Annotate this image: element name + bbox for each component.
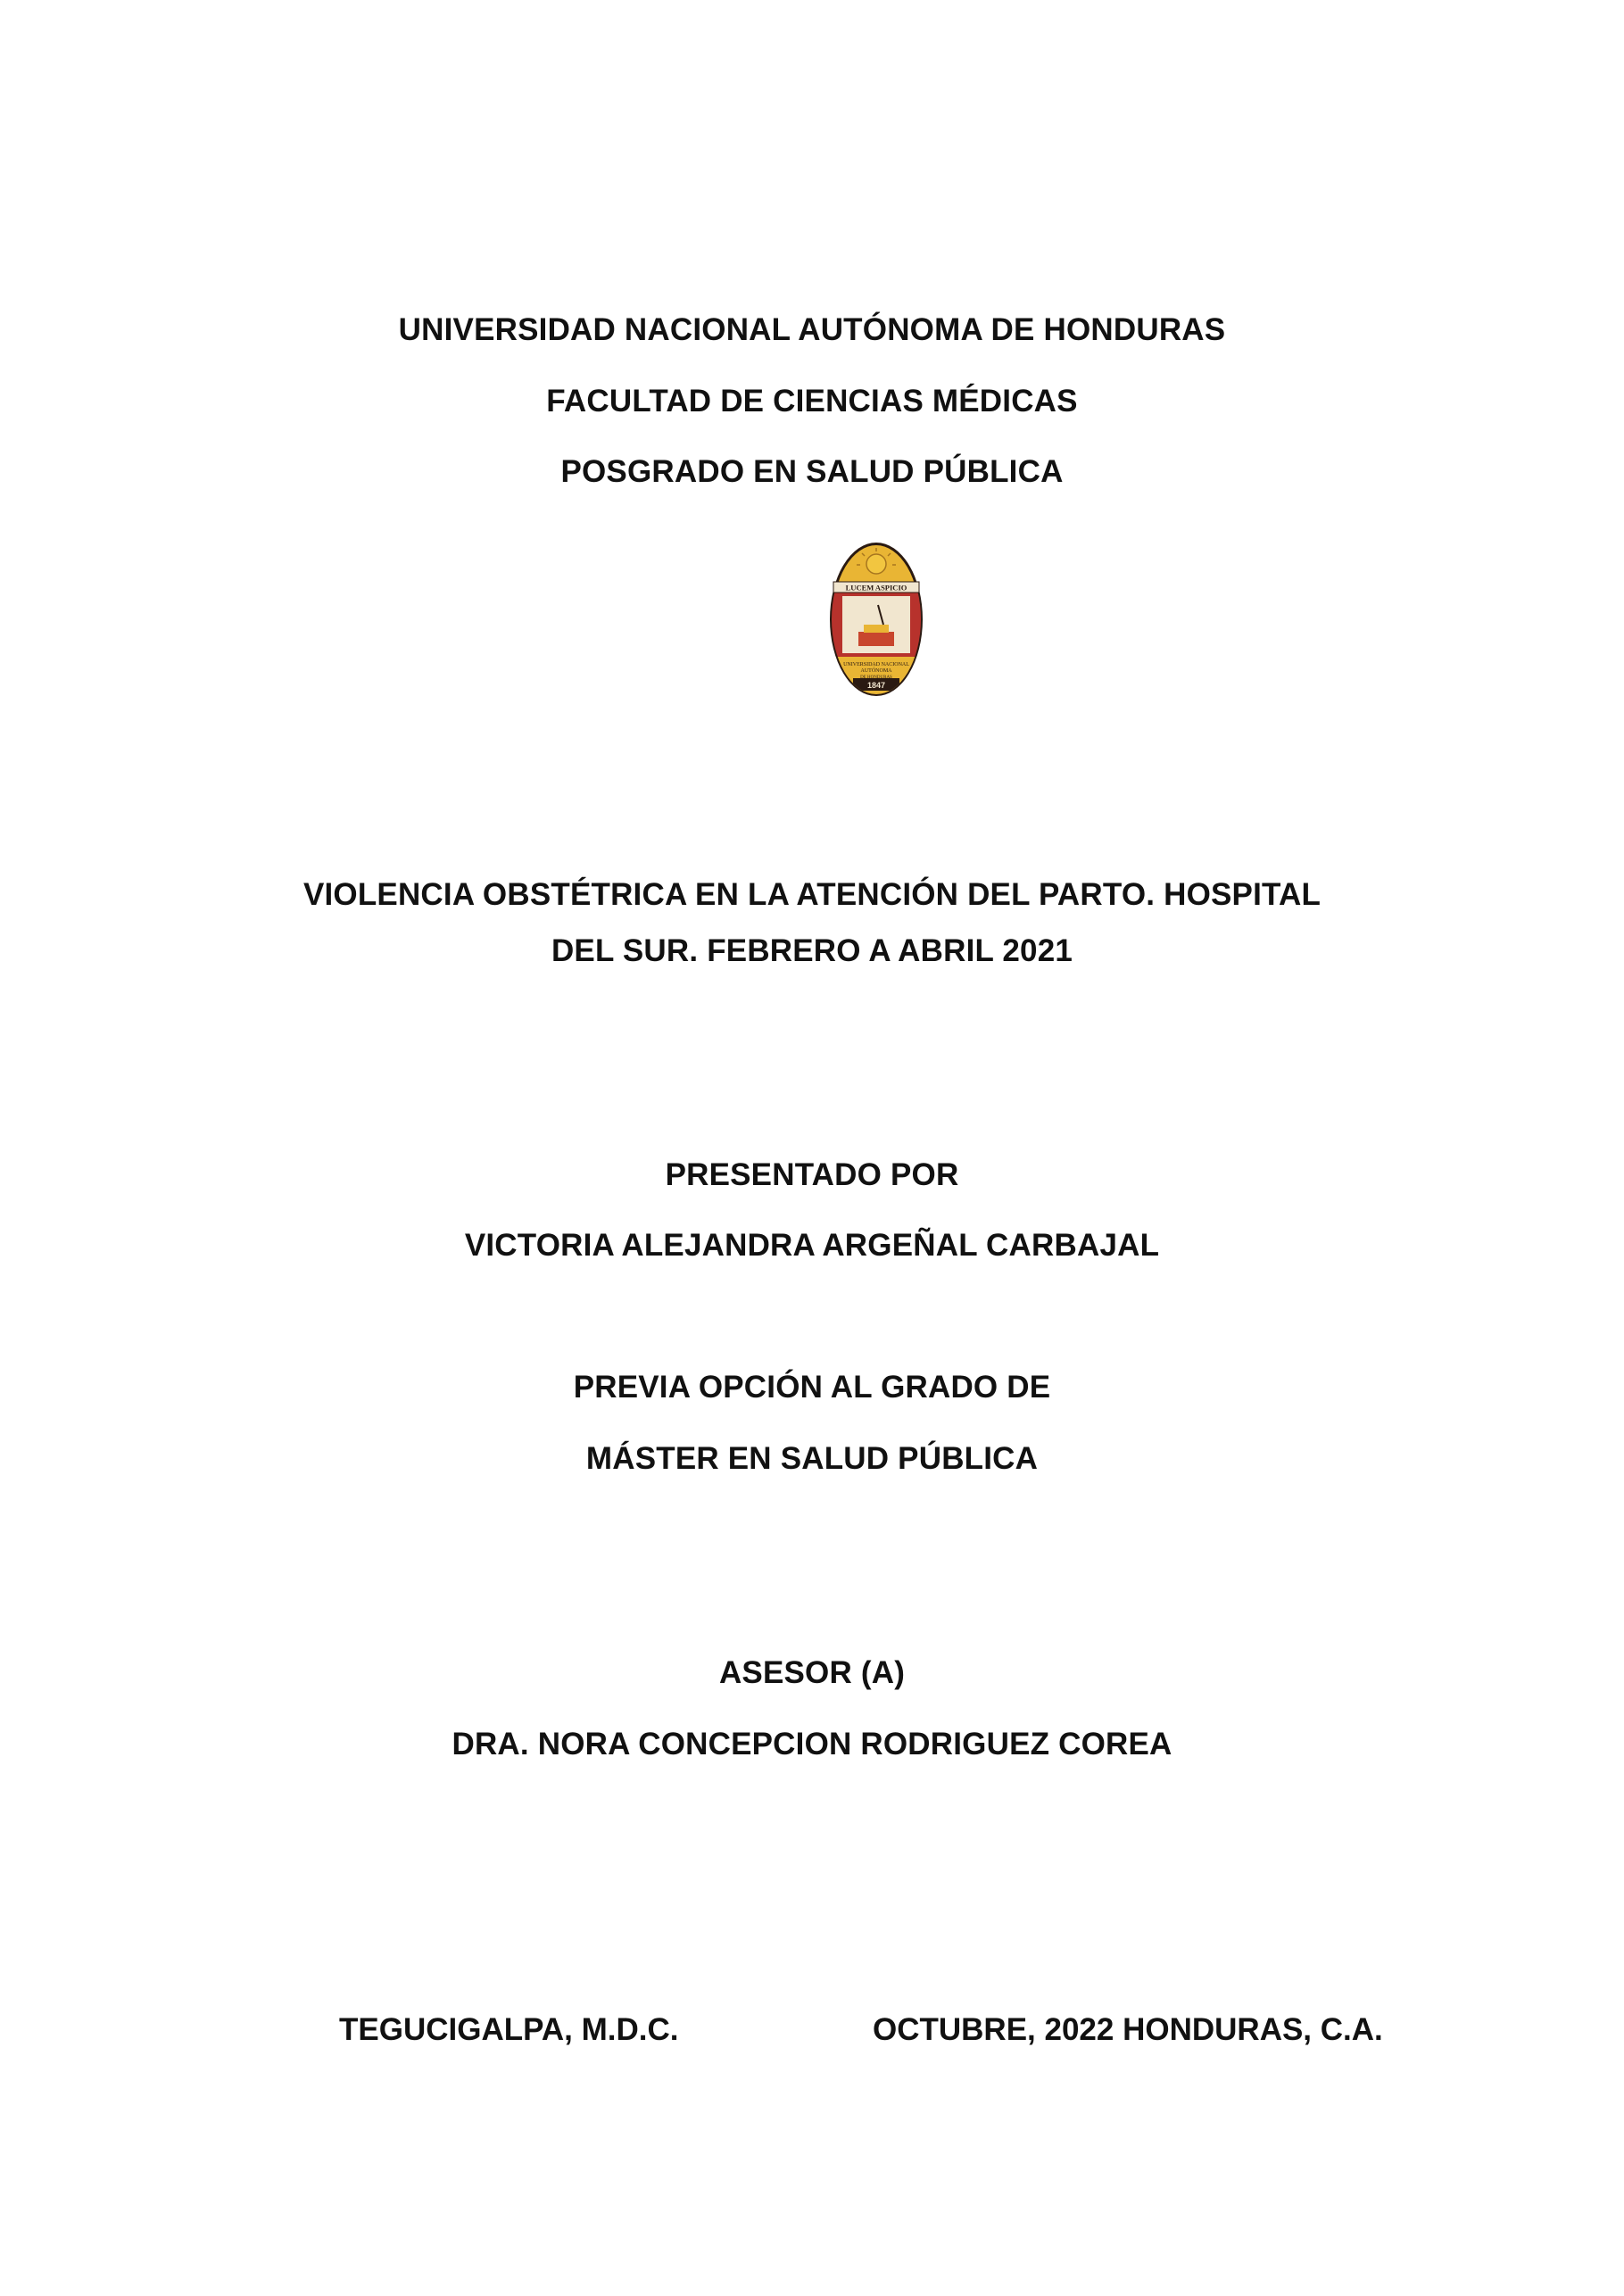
university-name: UNIVERSIDAD NACIONAL AUTÓNOMA DE HONDURAS xyxy=(398,312,1226,347)
presented-by-label: PRESENTADO POR xyxy=(665,1157,959,1192)
university-seal-icon xyxy=(828,543,924,700)
advisor-name: DRA. NORA CONCEPCION RODRIGUEZ COREA xyxy=(452,1727,1172,1761)
thesis-title-line2: DEL SUR. FEBRERO A ABRIL 2021 xyxy=(551,933,1073,968)
advisor-label: ASESOR (A) xyxy=(718,1655,906,1690)
author-name: VICTORIA ALEJANDRA ARGEÑAL CARBAJAL xyxy=(464,1228,1160,1263)
seal-motto: LUCEM ASPICIO xyxy=(845,583,907,593)
degree-line2: MÁSTER EN SALUD PÚBLICA xyxy=(585,1441,1039,1476)
seal-name-line2: AUTÓNOMA xyxy=(860,668,892,674)
seal-name-line3: DE HONDURAS xyxy=(860,676,892,680)
faculty-name: FACULTAD DE CIENCIAS MÉDICAS xyxy=(546,384,1078,419)
seal-year: 1847 xyxy=(866,681,886,690)
thesis-title-line1: VIOLENCIA OBSTÉTRICA EN LA ATENCIÓN DEL PARTO. HOSPITAL xyxy=(302,877,1322,912)
seal-name-line1: UNIVERSIDAD NACIONAL xyxy=(843,662,909,667)
footer-city: TEGUCIGALPA, M.D.C. xyxy=(339,2012,679,2047)
program-name: POSGRADO EN SALUD PÚBLICA xyxy=(560,454,1064,489)
degree-line1: PREVIA OPCIÓN AL GRADO DE xyxy=(573,1370,1051,1405)
footer-date-country: OCTUBRE, 2022 HONDURAS, C.A. xyxy=(873,2012,1383,2047)
